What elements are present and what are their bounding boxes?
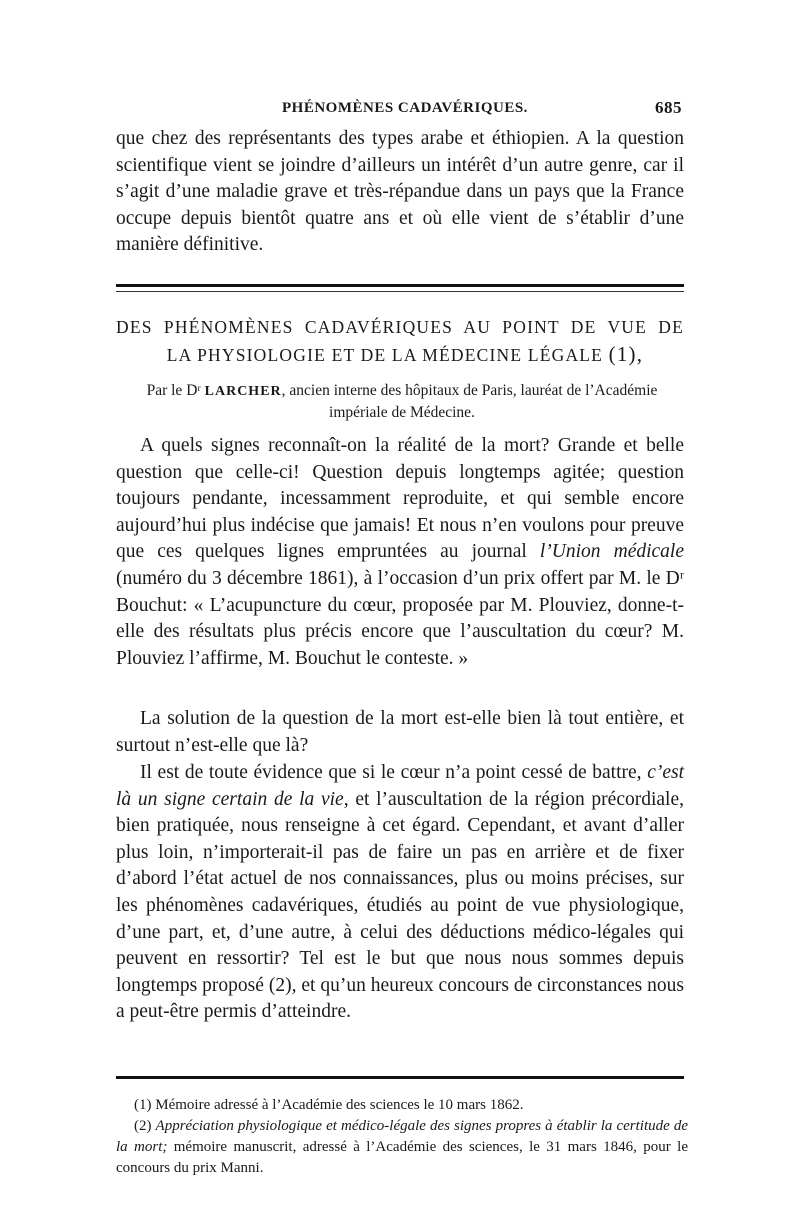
running-title: PHÉNOMÈNES CADAVÉRIQUES. xyxy=(282,100,528,116)
byline-rest: , ancien interne des hôpitaux de Paris, lauréat de l’Académie impériale de Médecine. xyxy=(281,382,658,421)
body-paragraph-2: La solution de la question de la mort est-elle bien là tout entière, et surtout n’est-elle que là? xyxy=(116,708,684,756)
footnotes xyxy=(116,1095,688,1179)
intro-paragraph: que chez des représentants des types arabe et éthiopien. A la question scientifique vient se joindre d’ailleurs un intérêt d’un autre genre, car il s’agit d’une maladie grave et très-répandue dans un pays que la France occupe depuis bientôt quatre ans et où elle vient de s’établir d’une manière définitive. xyxy=(116,128,684,256)
byline-author: LARCHER xyxy=(204,384,282,399)
section-divider xyxy=(116,284,684,296)
divider-thin-line xyxy=(116,291,684,292)
article-title-line1: DES PHÉNOMÈNES CADAVÉRIQUES AU POINT DE VUE DE xyxy=(116,317,684,337)
footnote-2-text: mémoire manuscrit, adressé à l’Académie des sciences, le 31 mars 1846, pour le concours du prix Manni. xyxy=(116,1139,688,1176)
running-head xyxy=(116,96,688,122)
footnote-divider xyxy=(116,1076,684,1079)
byline-prefix: Par le Dʳ xyxy=(146,382,201,399)
body-paragraph-1-text-b: (numéro du 3 décembre 1861), à l’occasion d’un prix offert par M. le Dʳ Bouchut: « L’acupuncture du cœur, proposée par M. Plouviez, donne-t-elle des résultats plus précis encore que l’auscultation du cœur? M. Plouviez l’affirme, M. Bouchut le conteste. » xyxy=(116,567,684,669)
body-paragraph-1 xyxy=(116,433,684,672)
body-paragraph-1-text-a: A quels signes reconnaît-on la réalité de la mort? Grande et belle question que celle-ci! Question depuis longtemps agitée; question toujours pendante, incessamment reproduite, et qui semble encore aujourd’hui plus indécise que jamais! Et nous n’en voulons pour preuve que ces quelques lignes empruntées au journal xyxy=(116,435,684,563)
article-title-line2-text: LA PHYSIOLOGIE ET DE LA MÉDECINE LÉGALE xyxy=(166,345,604,365)
journal-title: l’Union médicale xyxy=(539,541,684,563)
article-title xyxy=(116,314,684,369)
article-title-line2 xyxy=(116,341,684,369)
footnote-ref-1: (1), xyxy=(608,342,644,366)
body-paragraph-3-text-b: et l’auscultation de la région précordiale, bien pratiquée, nous renseigne à cet égard. Cependant, et avant d’aller plus loin, n’importerait-il pas de faire un pas en arrière et de fixer d’abord l’état actuel de nos connaissances, plus ou moins précises, sur les phénomènes cadavériques, étudiés au point de vue physiologique, d’une part, et, d’une autre, à celui des déductions médico-légales qui peuvent en ressortir? Tel est le but que nous nous sommes depuis longtemps proposé (2), et qu’un heureux concours de circonstances nous a peut-être permis d’atteindre. xyxy=(116,788,684,1023)
divider-thick-line xyxy=(116,284,684,287)
footnote-1-text: Mémoire adressé à l’Académie des sciences le 10 mars 1862. xyxy=(155,1097,524,1113)
footnote-2-number: (2) xyxy=(134,1118,152,1134)
body-paragraph-3-text-a: Il est de toute évidence que si le cœur n’a point cessé de battre, xyxy=(140,762,642,783)
byline xyxy=(116,380,688,423)
footnote-1-number: (1) xyxy=(134,1097,152,1113)
body-paragraph-3-italic: c’est là un signe certain de la vie, xyxy=(116,762,684,810)
footnote-2-italic: Appréciation physiologique et médico-légale des signes propres à établir la certitude de la mort; xyxy=(116,1118,688,1155)
body-paragraph-3 xyxy=(116,760,684,1026)
footnote-1 xyxy=(116,1095,688,1116)
footnote-2 xyxy=(116,1116,688,1179)
page-number: 685 xyxy=(655,98,682,117)
